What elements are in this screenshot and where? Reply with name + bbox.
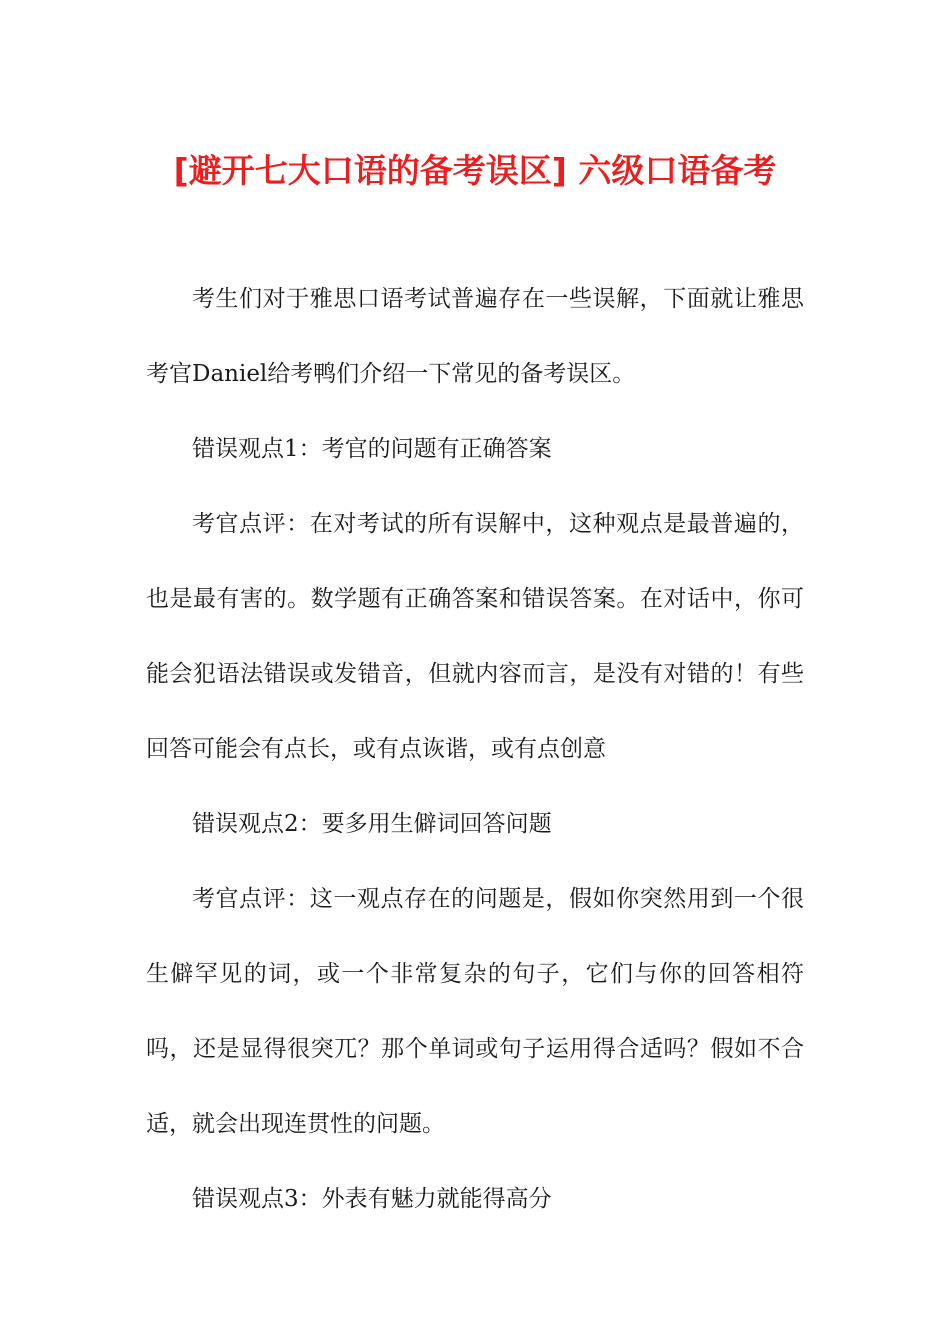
paragraph-misconception-3: 错误观点3：外表有魅力就能得高分	[192, 1186, 552, 1212]
paragraph-intro: 考生们对于雅思口语考试普遍存在一些误解，下面就让雅思考官Daniel给考鸭们介绍一下常见的备考误区。	[146, 286, 804, 387]
document-body	[146, 262, 804, 1237]
paragraph-misconception-1: 错误观点1：考官的问题有正确答案	[192, 436, 552, 462]
document-title: [避开七大口语的备考误区] 六级口语备考	[173, 151, 777, 190]
paragraph-misconception-2: 错误观点2：要多用生僻词回答问题	[192, 811, 552, 837]
paragraph-comment-2: 考官点评：这一观点存在的问题是，假如你突然用到一个很生僻罕见的词，或一个非常复杂的句子，它们与你的回答相符吗，还是显得很突兀？那个单词或句子运用得合适吗？假如不合适，就会出现连贯性的问题。	[146, 886, 804, 1137]
paragraph-comment-1: 考官点评：在对考试的所有误解中，这种观点是最普遍的，也是最有害的。数学题有正确答案和错误答案。在对话中，你可能会犯语法错误或发错音，但就内容而言，是没有对错的！有些回答可能会有点长，或有点诙谐，或有点创意	[146, 511, 804, 762]
